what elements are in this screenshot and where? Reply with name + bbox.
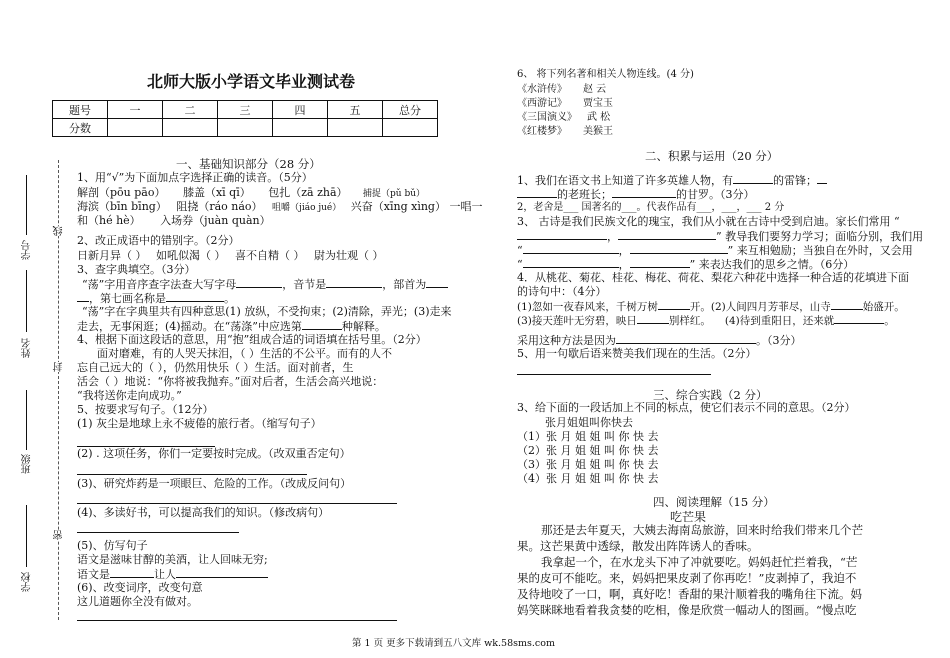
book-title: 《水浒传》	[517, 84, 567, 95]
answer-blank[interactable]	[616, 333, 756, 344]
answer-line[interactable]	[517, 374, 711, 375]
binding-label-name: 姓名	[22, 338, 33, 358]
answer-blank[interactable]	[176, 567, 268, 578]
answer-blank[interactable]	[612, 187, 676, 198]
answer-blank[interactable]	[834, 313, 884, 324]
story-line: 果。这芒果黄中透绿，散发出阵阵诱人的香味。	[517, 539, 759, 553]
book-title: 《红楼梦》	[517, 126, 567, 137]
pinyin-item: 一唱一	[449, 200, 483, 213]
section-2-heading: 二、积累与运用（20 分）	[645, 149, 779, 163]
score-input[interactable]	[328, 119, 383, 137]
answer-blank[interactable]	[831, 299, 863, 310]
story-line: 我拿起一个，在水龙头下冲了冲就要吃。妈妈赶忙拦着我，“芒	[541, 555, 858, 569]
s2-line-12	[517, 333, 802, 347]
q5-item-1: (1) 灰尘是地球上永不疲倦的旅行者。（缩写句子）	[77, 417, 322, 430]
q3-text: ，部首为	[382, 278, 427, 291]
s2-line-9: 的诗句中：（4分）	[517, 285, 607, 298]
s2-line-1	[517, 173, 827, 187]
s3-row[interactable]: （3）张 月 姐 姐 叫 你 快 去	[517, 458, 659, 471]
idiom-item: 日新月异（ ）	[77, 249, 147, 262]
story-line: 那还是去年夏天，大姨去海南岛旅游，回来时给我们带来几个芒	[541, 523, 863, 537]
s2-text: ” 教导我们要努力学习；面临分别，我们用	[716, 230, 924, 243]
score-cell-q5: 五	[328, 101, 383, 119]
s2-text: ” 来表达我们的思乡之情。（6分）	[689, 258, 855, 271]
q5-text: 让人	[154, 568, 176, 581]
s2-text: 开。(2)人间四月芳菲尽，山寺	[689, 301, 831, 313]
seal-char-seal: 封	[54, 362, 65, 372]
score-input[interactable]	[273, 119, 328, 137]
story-title: 吃芒果	[670, 510, 707, 524]
score-cell-q3: 三	[218, 101, 273, 119]
score-input[interactable]	[218, 119, 273, 137]
s3-row[interactable]: （1）张 月 姐 姐 叫 你 快 去	[517, 430, 659, 443]
q4-line-2: 忘自己远大的（ ），仍然用快乐（ ）生活。面对前者，生	[77, 361, 354, 374]
seal-char-line: 线	[54, 226, 65, 236]
section-3-heading: 三、综合实践（2 分）	[653, 388, 768, 402]
q1-row-3	[77, 214, 271, 227]
s2-text: 1、我们在语文书上知道了许多英雄人物，有	[517, 174, 733, 187]
s3-row[interactable]: （2）张 月 姐 姐 叫 你 快 去	[517, 444, 659, 457]
q5-item-5: (5)、仿写句子	[77, 539, 148, 552]
s2-text: 。	[884, 315, 895, 327]
section-1-heading: 一、基础知识部分（28 分）	[176, 157, 321, 171]
s2-text: (3)接天莲叶无穷碧，映日	[517, 315, 637, 327]
q2-row	[77, 249, 384, 262]
page-footer: 第 1 页 更多下载请到五八文库 wk.58sms.com	[352, 638, 555, 649]
s2-text: 始盛开。	[862, 301, 905, 313]
q4-line-1: 面对磨难，有的人哭天抹泪，（ ）生活的不公平。而有的人不	[97, 347, 392, 360]
story-line: 妈笑眯眯地看着我贪婪的吃相，像是欣赏一幅动人的图画。“慢点吃	[517, 603, 857, 617]
question-5: 5、按要求写句子。（12分）	[77, 403, 214, 416]
question-1: 1、用“√”为下面加点字选择正确的读音。（5分）	[77, 171, 313, 184]
pinyin-item: 入场券（juàn quàn）	[160, 214, 271, 227]
q5-item-3: (3)、研究炸药是一项眼巨、危险的工作。（改成反问句）	[77, 477, 352, 490]
pinyin-item: 兴奋（xīng xìng）	[350, 200, 446, 213]
q5-text: 语文是	[77, 568, 110, 581]
score-input[interactable]	[163, 119, 218, 137]
answer-blank[interactable]	[658, 299, 690, 310]
idiom-item: 如吼似渴（ ）	[156, 249, 226, 262]
binding-label-class: 班级	[22, 454, 33, 474]
pinyin-item: 海滨（bīn bīng）	[77, 200, 167, 213]
answer-blank[interactable]	[517, 187, 557, 198]
q3-line-4	[77, 319, 386, 333]
score-input[interactable]	[383, 119, 438, 137]
question-3: 3、查字典填空。（3分）	[77, 263, 196, 276]
binding-label-student-id: 学号	[22, 240, 33, 260]
score-cell-q1: 一	[108, 101, 163, 119]
answer-blank[interactable]	[326, 277, 382, 288]
pinyin-item: 阻挠（ráo náo）	[176, 200, 263, 213]
s2-text: ，	[618, 244, 630, 257]
q3-text: ，音节是	[282, 278, 327, 291]
answer-blank[interactable]	[517, 229, 607, 240]
question-2: 2、改正成语中的错别字。（2分）	[77, 234, 240, 247]
pinyin-item: 包扎（zā zhā）	[268, 186, 348, 199]
answer-line[interactable]	[77, 620, 397, 621]
q3-text: ，第七画名称是	[89, 292, 166, 305]
q3-text: 种解释。	[341, 320, 386, 333]
q5-item-6: (6)、改变词序，改变句意	[77, 581, 203, 594]
s2-text: 的甘罗。（3分）	[676, 188, 755, 201]
q3-line-2	[77, 291, 235, 305]
s2-line-10	[517, 299, 905, 314]
s2-line-6	[517, 243, 913, 257]
s2-text: 。（3分）	[756, 334, 802, 347]
q3-text: 走去，无事闲逛；(4)摇动。在“荡涤”中应选第	[77, 320, 302, 333]
score-cell-q2: 二	[163, 101, 218, 119]
character-name: 武 松	[587, 112, 611, 123]
answer-blank[interactable]	[110, 567, 154, 578]
s2-text: ” 来互相勉励；当独自在外时，又会用	[727, 244, 913, 257]
q3-line-1	[82, 277, 448, 291]
answer-blank[interactable]	[637, 313, 669, 324]
s2-line-3: 2，老舍是___ 国著名的___。代表作品有___，___，___ 2 分	[517, 202, 785, 213]
s2-line-13: 5、用一句歇后语来赞美我们现在的生活。（2分）	[517, 347, 757, 360]
score-row-label: 分数	[53, 119, 108, 137]
s2-text: 采用这种方法是因为	[517, 334, 616, 347]
pinyin-item: 解剖（pōu pāo）	[77, 186, 166, 199]
book-title: 《西游记》	[517, 98, 567, 109]
character-name: 赵 云	[583, 84, 607, 95]
s2-text: (4)待到重阳日，还来就	[724, 315, 835, 327]
q5-6-sentence: 这儿道题你全没有做对。	[77, 595, 198, 608]
s3-row[interactable]: （4）张 月 姐 姐 叫 你 快 去	[517, 472, 659, 485]
q3-text: 。	[224, 292, 235, 305]
answer-blank[interactable]	[523, 257, 619, 268]
idiom-item: 喜不自精（ ）	[235, 249, 305, 262]
answer-blank[interactable]	[426, 277, 448, 288]
binding-label-school: 学校	[22, 572, 33, 592]
character-name: 贾宝玉	[583, 98, 613, 109]
q3-text: “荡”字用音序查字法查大写字母	[82, 278, 237, 291]
pinyin-item: 膝盖（xī qī）	[182, 186, 251, 199]
answer-line[interactable]	[77, 532, 239, 533]
story-line: 果的皮可不能吃。来，妈妈把果皮剥了你再吃！”皮剥掉了，我迫不	[517, 571, 857, 585]
section-4-heading: 四、阅读理解（15 分）	[653, 495, 775, 509]
seal-char-secret: 密	[54, 530, 65, 540]
q5-5-fill	[77, 567, 268, 581]
s2-text: 的雷锋；	[773, 174, 817, 187]
answer-blank[interactable]	[166, 291, 224, 302]
binding-blank-name	[26, 270, 27, 332]
answer-blank[interactable]	[523, 243, 619, 254]
s2-line-8: 4．从桃花、菊花、桂花、梅花、荷花、梨花六种花中选择一种合适的花填进下面	[517, 271, 909, 284]
q4-line-4: “我将送你走向成功。”	[77, 389, 182, 402]
s2-text: 别样红。	[668, 315, 711, 327]
score-cell-total: 总分	[383, 101, 438, 119]
idiom-item: 尉为壮观（ ）	[314, 249, 384, 262]
score-table	[52, 100, 438, 137]
binding-blank-class	[26, 390, 27, 450]
book-title: 《三国演义》	[517, 112, 577, 123]
binding-blank-student-id	[26, 175, 27, 235]
s3-base-sentence: 张月姐姐叫你快去	[545, 416, 633, 429]
q1-row-1	[77, 186, 425, 201]
s2-line-11	[517, 313, 895, 328]
q1-row-2	[77, 200, 482, 215]
pinyin-item: 和（hé hè）	[77, 214, 141, 227]
pinyin-item: 咀嚼（jiáo jué）	[272, 203, 342, 213]
answer-blank[interactable]	[733, 173, 773, 184]
score-cell-label: 题号	[53, 101, 108, 119]
score-cell-q4: 四	[273, 101, 328, 119]
score-input[interactable]	[108, 119, 163, 137]
question-4: 4、根据下面这段话的意思，用“抱”组成合适的词语填在括号里。（2分）	[77, 333, 427, 346]
score-table-score-row	[53, 119, 438, 137]
s2-text: ，	[618, 258, 630, 271]
answer-blank[interactable]	[817, 173, 827, 184]
s2-text: “	[517, 244, 523, 257]
s2-text: (1)忽如一夜春风来，千树万树	[517, 301, 658, 313]
page-title: 北师大版小学语文毕业测试卷	[147, 72, 356, 91]
binding-blank-school	[26, 505, 27, 567]
q5-item-2: (2) . 这项任务，你们一定要按时完成。（改双重否定句）	[77, 447, 351, 460]
s2-line-2	[517, 187, 755, 201]
score-table-header-row	[53, 101, 438, 119]
q5-5-example: 语文是滋味甘醇的美酒，让人回味无穷;	[77, 553, 268, 566]
answer-blank[interactable]	[630, 257, 690, 268]
q5-item-4: (4)、多读好书，可以提高我们的知识。（修改病句）	[77, 506, 330, 519]
answer-blank[interactable]	[618, 229, 716, 240]
s2-line-4: 3、 古诗是我们民族文化的瑰宝，我们从小就在古诗中受到启迪。家长们常用 “	[517, 215, 900, 228]
answer-line[interactable]	[77, 474, 307, 475]
question-6: 6、 将下列名著和相关人物连线。(4 分)	[517, 69, 694, 80]
s3-question: 3、给下面的一段话加上不同的标点，使它们表示不同的意思。（2分）	[517, 401, 856, 414]
s2-text: “	[517, 258, 523, 271]
answer-blank[interactable]	[630, 243, 728, 254]
answer-blank[interactable]	[77, 291, 89, 302]
s2-line-7	[517, 257, 854, 271]
s2-text: 的老班长；	[557, 188, 612, 201]
s2-line-5	[517, 229, 923, 243]
pinyin-item: 捕捉（pǔ bǔ）	[363, 189, 426, 199]
answer-blank[interactable]	[302, 319, 342, 330]
q3-line-3: “荡”字在字典里共有四种意思(1) 放纵，不受拘束；(2)清除，弄光；(3)走来	[82, 305, 452, 318]
character-name: 美猴王	[583, 126, 613, 137]
answer-blank[interactable]	[236, 277, 282, 288]
story-line: 及待地咬了一口，啊，真好吃！香甜的果汁顺着我的嘴角往下流。妈	[517, 587, 862, 601]
q4-line-3: 活会（ ）地说：“你将被我抛弃。”面对后者，生活会高兴地说：	[77, 375, 384, 388]
answer-line[interactable]	[77, 503, 397, 504]
s2-text: ，	[607, 230, 618, 243]
